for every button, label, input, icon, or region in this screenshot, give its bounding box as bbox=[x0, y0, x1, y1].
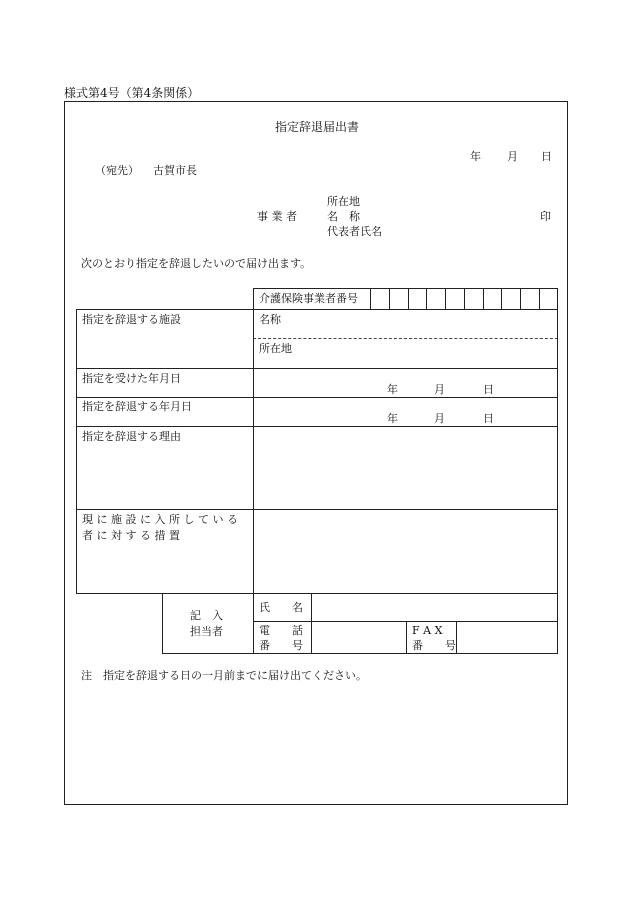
table-line bbox=[76, 309, 77, 593]
designated-date-label: 指定を受けた年月日 bbox=[82, 372, 181, 385]
withdraw-year: 年 bbox=[387, 412, 398, 425]
phone-label-line1: 電 話 bbox=[259, 624, 303, 637]
addressee: 古賀市長 bbox=[153, 164, 197, 177]
table-line bbox=[76, 397, 558, 398]
provider-number-cell-7[interactable] bbox=[483, 288, 484, 309]
contact-label-line1: 記 入 bbox=[190, 609, 223, 622]
table-line bbox=[162, 653, 558, 654]
facility-label: 指定を辞退する施設 bbox=[82, 313, 181, 326]
table-line bbox=[253, 288, 254, 653]
provider-number-cell-8[interactable] bbox=[501, 288, 502, 309]
table-line bbox=[311, 593, 312, 653]
table-line bbox=[76, 509, 558, 510]
date-day: 日 bbox=[541, 150, 552, 163]
note-text: 注 指定を辞退する日の一月前までに届け出てください。 bbox=[81, 669, 367, 682]
provider-number-cell-5[interactable] bbox=[445, 288, 446, 309]
withdraw-date-label: 指定を辞退する年月日 bbox=[82, 400, 192, 413]
table-line bbox=[76, 309, 558, 310]
provider-number-cell-6[interactable] bbox=[464, 288, 465, 309]
provider-number-cell-3[interactable] bbox=[408, 288, 409, 309]
facility-name-label: 名称 bbox=[259, 313, 281, 326]
table-line bbox=[557, 288, 558, 653]
reason-label: 指定を辞退する理由 bbox=[82, 430, 181, 443]
date-month: 月 bbox=[507, 150, 518, 163]
designated-year: 年 bbox=[387, 383, 398, 396]
table-line bbox=[456, 621, 457, 653]
table-line bbox=[406, 621, 407, 653]
provider-number-cell-10[interactable] bbox=[539, 288, 540, 309]
provider-number-cell-4[interactable] bbox=[426, 288, 427, 309]
measures-label-line1: 現 に 施 設 に 入 所 し て い る bbox=[82, 513, 238, 526]
phone-label-line2: 番 号 bbox=[259, 639, 303, 652]
designated-day: 日 bbox=[483, 383, 494, 396]
provider-number-label: 介護保険事業者番号 bbox=[259, 292, 358, 305]
table-line bbox=[76, 368, 558, 369]
provider-number-cell-2[interactable] bbox=[389, 288, 390, 309]
designated-month: 月 bbox=[434, 383, 445, 396]
facility-address-label: 所在地 bbox=[259, 342, 292, 355]
addressee-label: （宛先） bbox=[95, 164, 139, 177]
operator-address-label: 所在地 bbox=[327, 195, 360, 208]
operator-name-label: 名 称 bbox=[327, 210, 360, 223]
table-line bbox=[162, 593, 163, 653]
contact-label-line2: 担当者 bbox=[190, 625, 223, 638]
table-line bbox=[76, 426, 558, 427]
table-line bbox=[76, 593, 558, 594]
fax-label-line1: F A X bbox=[412, 624, 443, 637]
operator-label: 事 業 者 bbox=[257, 210, 297, 223]
form-frame bbox=[64, 101, 568, 805]
table-line bbox=[253, 288, 558, 289]
table-dashed-line bbox=[253, 338, 558, 339]
form-title: 指定辞退届出書 bbox=[275, 120, 360, 134]
representative-label: 代表者氏名 bbox=[327, 225, 382, 238]
seal-mark: 印 bbox=[540, 210, 551, 223]
withdraw-month: 月 bbox=[434, 412, 445, 425]
withdraw-day: 日 bbox=[483, 412, 494, 425]
fax-label-line2: 番 号 bbox=[412, 639, 456, 652]
date-year: 年 bbox=[470, 150, 481, 163]
form-number: 様式第4号（第4条関係） bbox=[64, 86, 200, 100]
intro-text: 次のとおり指定を辞退したいので届け出ます。 bbox=[81, 257, 312, 270]
provider-number-cell-9[interactable] bbox=[520, 288, 521, 309]
provider-number-cell-1[interactable] bbox=[370, 288, 371, 309]
contact-name-label: 氏 名 bbox=[259, 601, 303, 614]
measures-label-line2: 者 に 対 す る 措 置 bbox=[82, 529, 180, 542]
